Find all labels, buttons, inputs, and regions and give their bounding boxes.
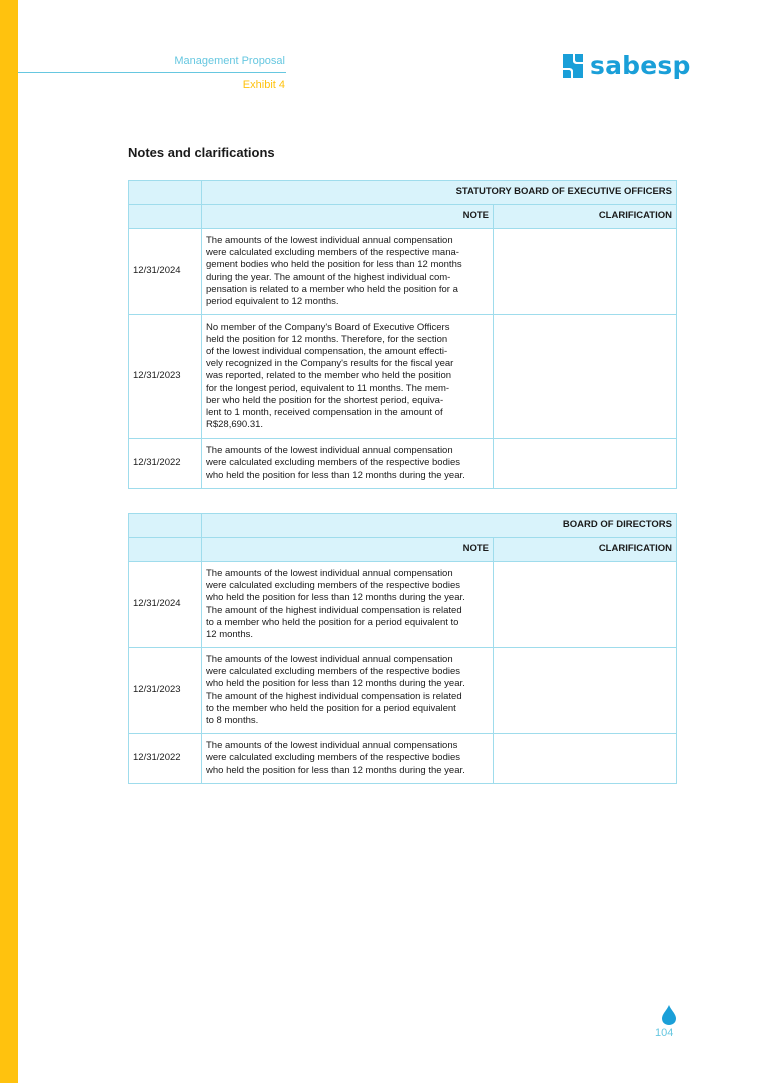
- clarification-column-header: CLARIFICATION: [494, 538, 677, 562]
- table-row: [129, 229, 677, 315]
- row-note-text: The amounts of the lowest individual annual compensation were calculated excluding members of the respective bodies who held the position for less than 12 months during the year. The amount of the highest individual compensation is related to the member who held the position for a period equivalent to 8 months.: [206, 653, 465, 726]
- table-heading-row: [129, 514, 677, 538]
- table-heading: STATUTORY BOARD OF EXECUTIVE OFFICERS: [202, 181, 677, 205]
- sabesp-logo: [560, 51, 691, 81]
- water-drop-icon: [662, 1005, 676, 1025]
- row-clarification: [494, 315, 677, 439]
- row-date: 12/31/2022: [129, 734, 202, 784]
- table-row: [129, 562, 677, 648]
- board-of-directors-table: [128, 513, 677, 784]
- row-date: 12/31/2022: [129, 439, 202, 489]
- sabesp-s-logo-icon: [560, 52, 586, 80]
- row-date: 12/31/2023: [129, 315, 202, 439]
- row-note: [202, 734, 494, 784]
- clarification-column-header: CLARIFICATION: [494, 205, 677, 229]
- row-note-text: No member of the Company's Board of Executive Officers held the position for 12 months. Therefore, for the section of the lowest individual compensation, the amount effecti- vely recognized in the Company's results for the fiscal year was reported, related to the member who held the position for the longest period, equivalent to 11 months. The mem- ber who held the position for the shortest period, equiva- lent to 1 month, received compensation in the amount of R$28,690.31.: [206, 321, 454, 431]
- row-note: [202, 439, 494, 489]
- table-row: [129, 439, 677, 489]
- row-note: [202, 229, 494, 315]
- table-heading-blank: [129, 514, 202, 538]
- row-note-text: The amounts of the lowest individual annual compensations were calculated excluding members of the respective bodies who held the position for less than 12 months during the year.: [206, 740, 465, 776]
- row-note-text: The amounts of the lowest individual annual compensation were calculated excluding members of the respective bodies who held the position for less than 12 months during the year. The amount of the highest individual compensation is related to a member who held the position for a period equivalent to 12 months.: [206, 567, 465, 640]
- table-row: [129, 315, 677, 439]
- row-clarification: [494, 229, 677, 315]
- row-note: [202, 562, 494, 648]
- table-heading-row: [129, 181, 677, 205]
- row-clarification: [494, 734, 677, 784]
- row-date: 12/31/2024: [129, 229, 202, 315]
- header-divider: [18, 72, 286, 73]
- row-date: 12/31/2023: [129, 648, 202, 734]
- note-column-header: NOTE: [202, 538, 494, 562]
- column-header-blank: [129, 538, 202, 562]
- row-note-text: The amounts of the lowest individual annual compensation were calculated excluding members of the respective bodies who held the position for less than 12 months during the year.: [206, 445, 465, 481]
- row-clarification: [494, 562, 677, 648]
- note-column-header: NOTE: [202, 205, 494, 229]
- statutory-board-table: [128, 180, 677, 489]
- document-subtitle: Exhibit 4: [242, 79, 285, 91]
- logo-text: sabesp: [590, 51, 691, 80]
- row-note-text: The amounts of the lowest individual annual compensation were calculated excluding members of the respective mana- gement bodies who held the position for less than 12 months during the year. The amount of the highest individual com- pensation is related to a member who held the position for a period equivalent to 12 months.: [206, 234, 462, 307]
- table-column-header-row: [129, 205, 677, 229]
- row-clarification: [494, 648, 677, 734]
- row-note: [202, 648, 494, 734]
- column-header-blank: [129, 205, 202, 229]
- document-title: Management Proposal: [174, 55, 285, 67]
- table-heading: BOARD OF DIRECTORS: [202, 514, 677, 538]
- row-note: [202, 315, 494, 439]
- page-number: 104: [655, 1027, 674, 1039]
- table-row: [129, 734, 677, 784]
- table-row: [129, 648, 677, 734]
- table-heading-blank: [129, 181, 202, 205]
- row-clarification: [494, 439, 677, 489]
- side-accent-bar: [0, 0, 18, 1083]
- section-title: Notes and clarifications: [128, 145, 275, 160]
- row-date: 12/31/2024: [129, 562, 202, 648]
- table-column-header-row: [129, 538, 677, 562]
